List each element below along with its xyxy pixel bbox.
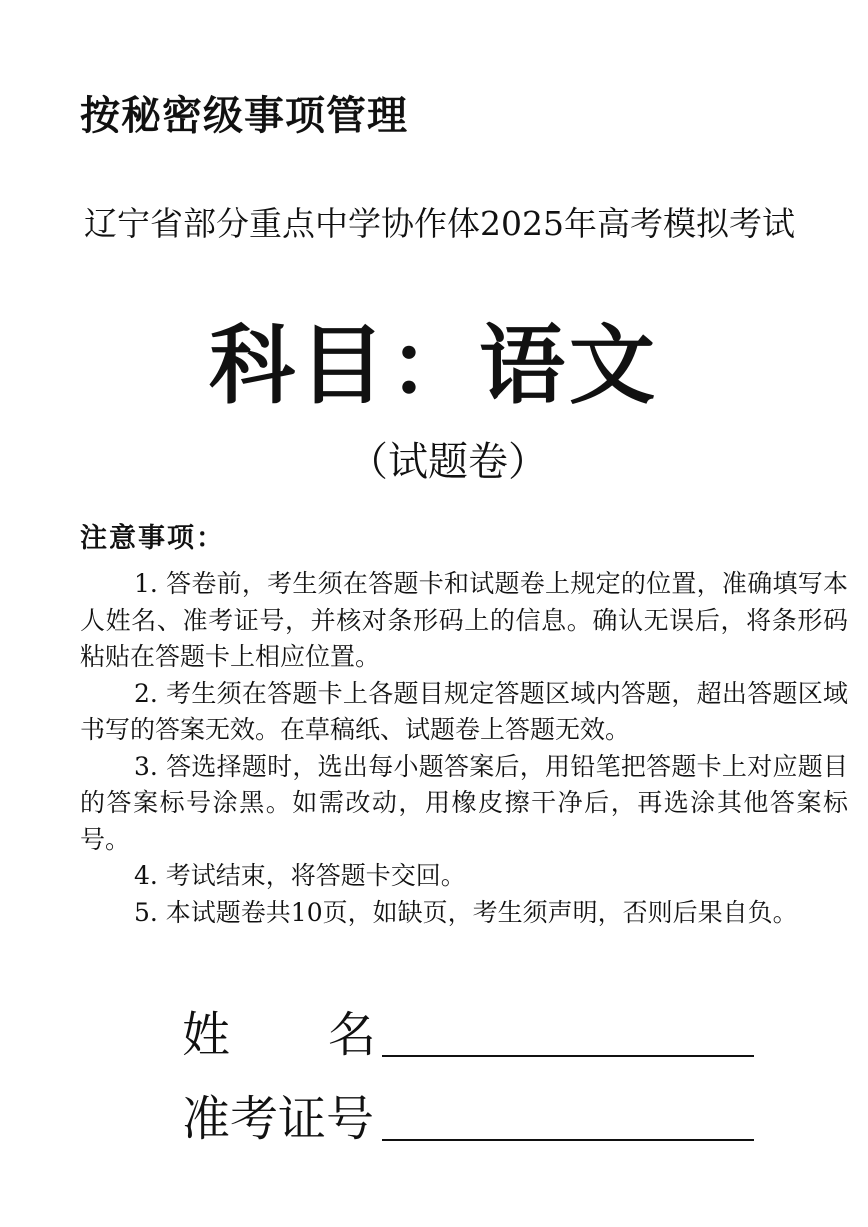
exam-number-label: 准考证号	[182, 1091, 375, 1147]
exam-number-field[interactable]	[182, 1080, 754, 1149]
exam-title: 辽宁省部分重点中学协作体2025年高考模拟考试	[84, 204, 795, 243]
secrecy-notice: 按秘密级事项管理	[80, 93, 408, 139]
notice-item: 3. 答选择题时，选出每小题答案后，用铅笔把答题卡上对应题目的答案标号涂黑。如需改动，用橡皮擦干净后，再选涂其他答案标号。	[80, 751, 848, 854]
exam-number-underline[interactable]	[382, 1139, 754, 1141]
notice-item: 2. 考生须在答题卡上各题目规定答题区域内答题，超出答题区域书写的答案无效。在草稿纸、试题卷上答题无效。	[80, 678, 848, 744]
name-field[interactable]	[182, 996, 754, 1065]
paper-type: （试题卷）	[348, 439, 548, 485]
subject-title: 科目：语文	[209, 316, 659, 416]
notice-item: 1. 答卷前，考生须在答题卡和试题卷上规定的位置，准确填写本人姓名、准考证号，并核对条形码上的信息。确认无误后，将条形码粘贴在答题卡上相应位置。	[80, 569, 848, 671]
notice-item: 5. 本试题卷共10页，如缺页，考生须声明，否则后果自负。	[134, 897, 798, 927]
notice-item: 4. 考试结束，将答题卡交回。	[134, 861, 466, 890]
name-underline[interactable]	[382, 1055, 754, 1057]
notice-heading: 注意事项：	[80, 523, 225, 554]
notice-list	[80, 566, 848, 931]
name-label: 姓名	[182, 1007, 475, 1063]
